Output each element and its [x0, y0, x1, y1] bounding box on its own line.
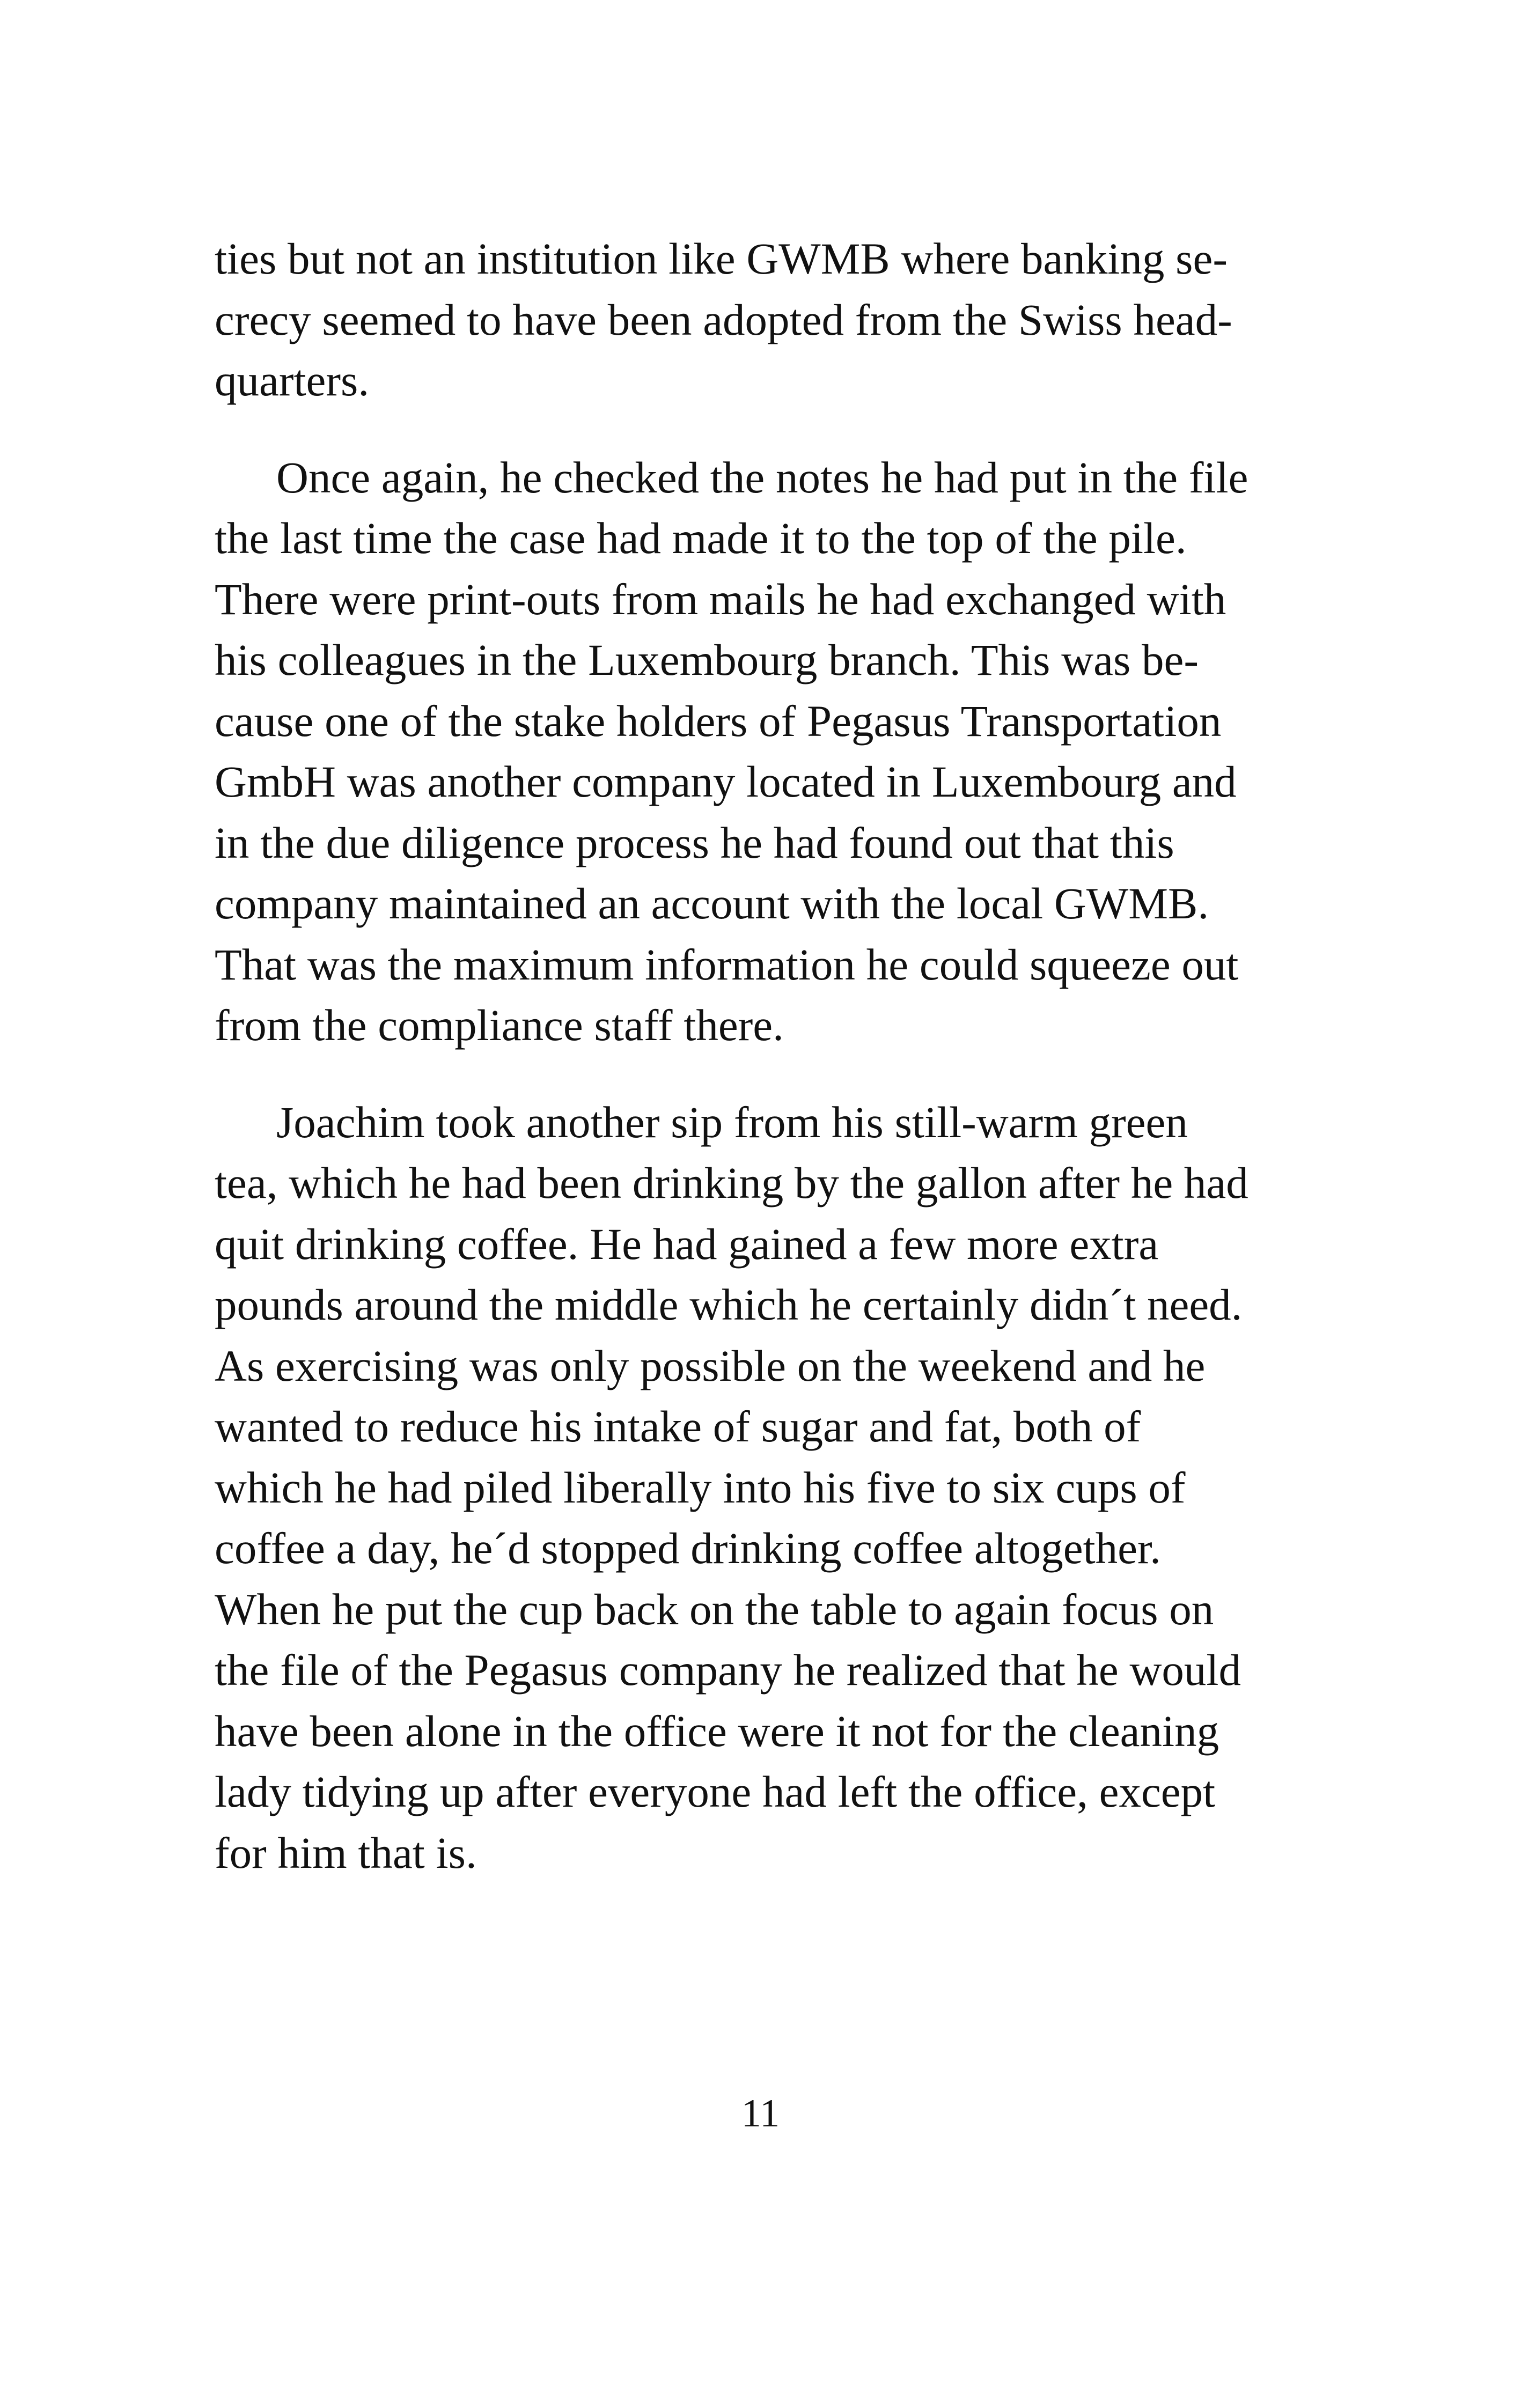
paragraph-2: Once again, he checked the notes he had put in the file the last time the case had made it to the top of the pile. There were print-outs from mails he had exchanged with his colleagues in the Luxembourg branch. This was be- cause one of the stake holders of Pegasus Transportation GmbH was another company located in Luxembourg and in the due diligence process he had found out that this company maintained an account with the local GWMB. That was the maximum information he could squeeze out from the compliance staff there.: [215, 452, 1248, 1050]
body-text: [215, 229, 1320, 1883]
paragraph-1: ties but not an institution like GWMB where banking se- crecy seemed to have been adopted from the Swiss head- quarters.: [215, 234, 1232, 405]
page-number: 11: [741, 2092, 780, 2135]
paragraph-3: Joachim took another sip from his still-warm green tea, which he had been drinking by the gallon after he had quit drinking coffee. He had gained a few more extra pounds around the middle which he certainly didn´t need. As exercising was only possible on the weekend and he wanted to reduce his intake of sugar and fat, both of which he had piled liberally into his five to six cups of coffee a day, he´d stopped drinking coffee altogether. When he put the cup back on the table to again focus on the file of the Pegasus company he realized that he would have been alone in the office were it not for the cleaning lady tidying up after everyone had left the office, except for him that is.: [215, 1097, 1248, 1877]
